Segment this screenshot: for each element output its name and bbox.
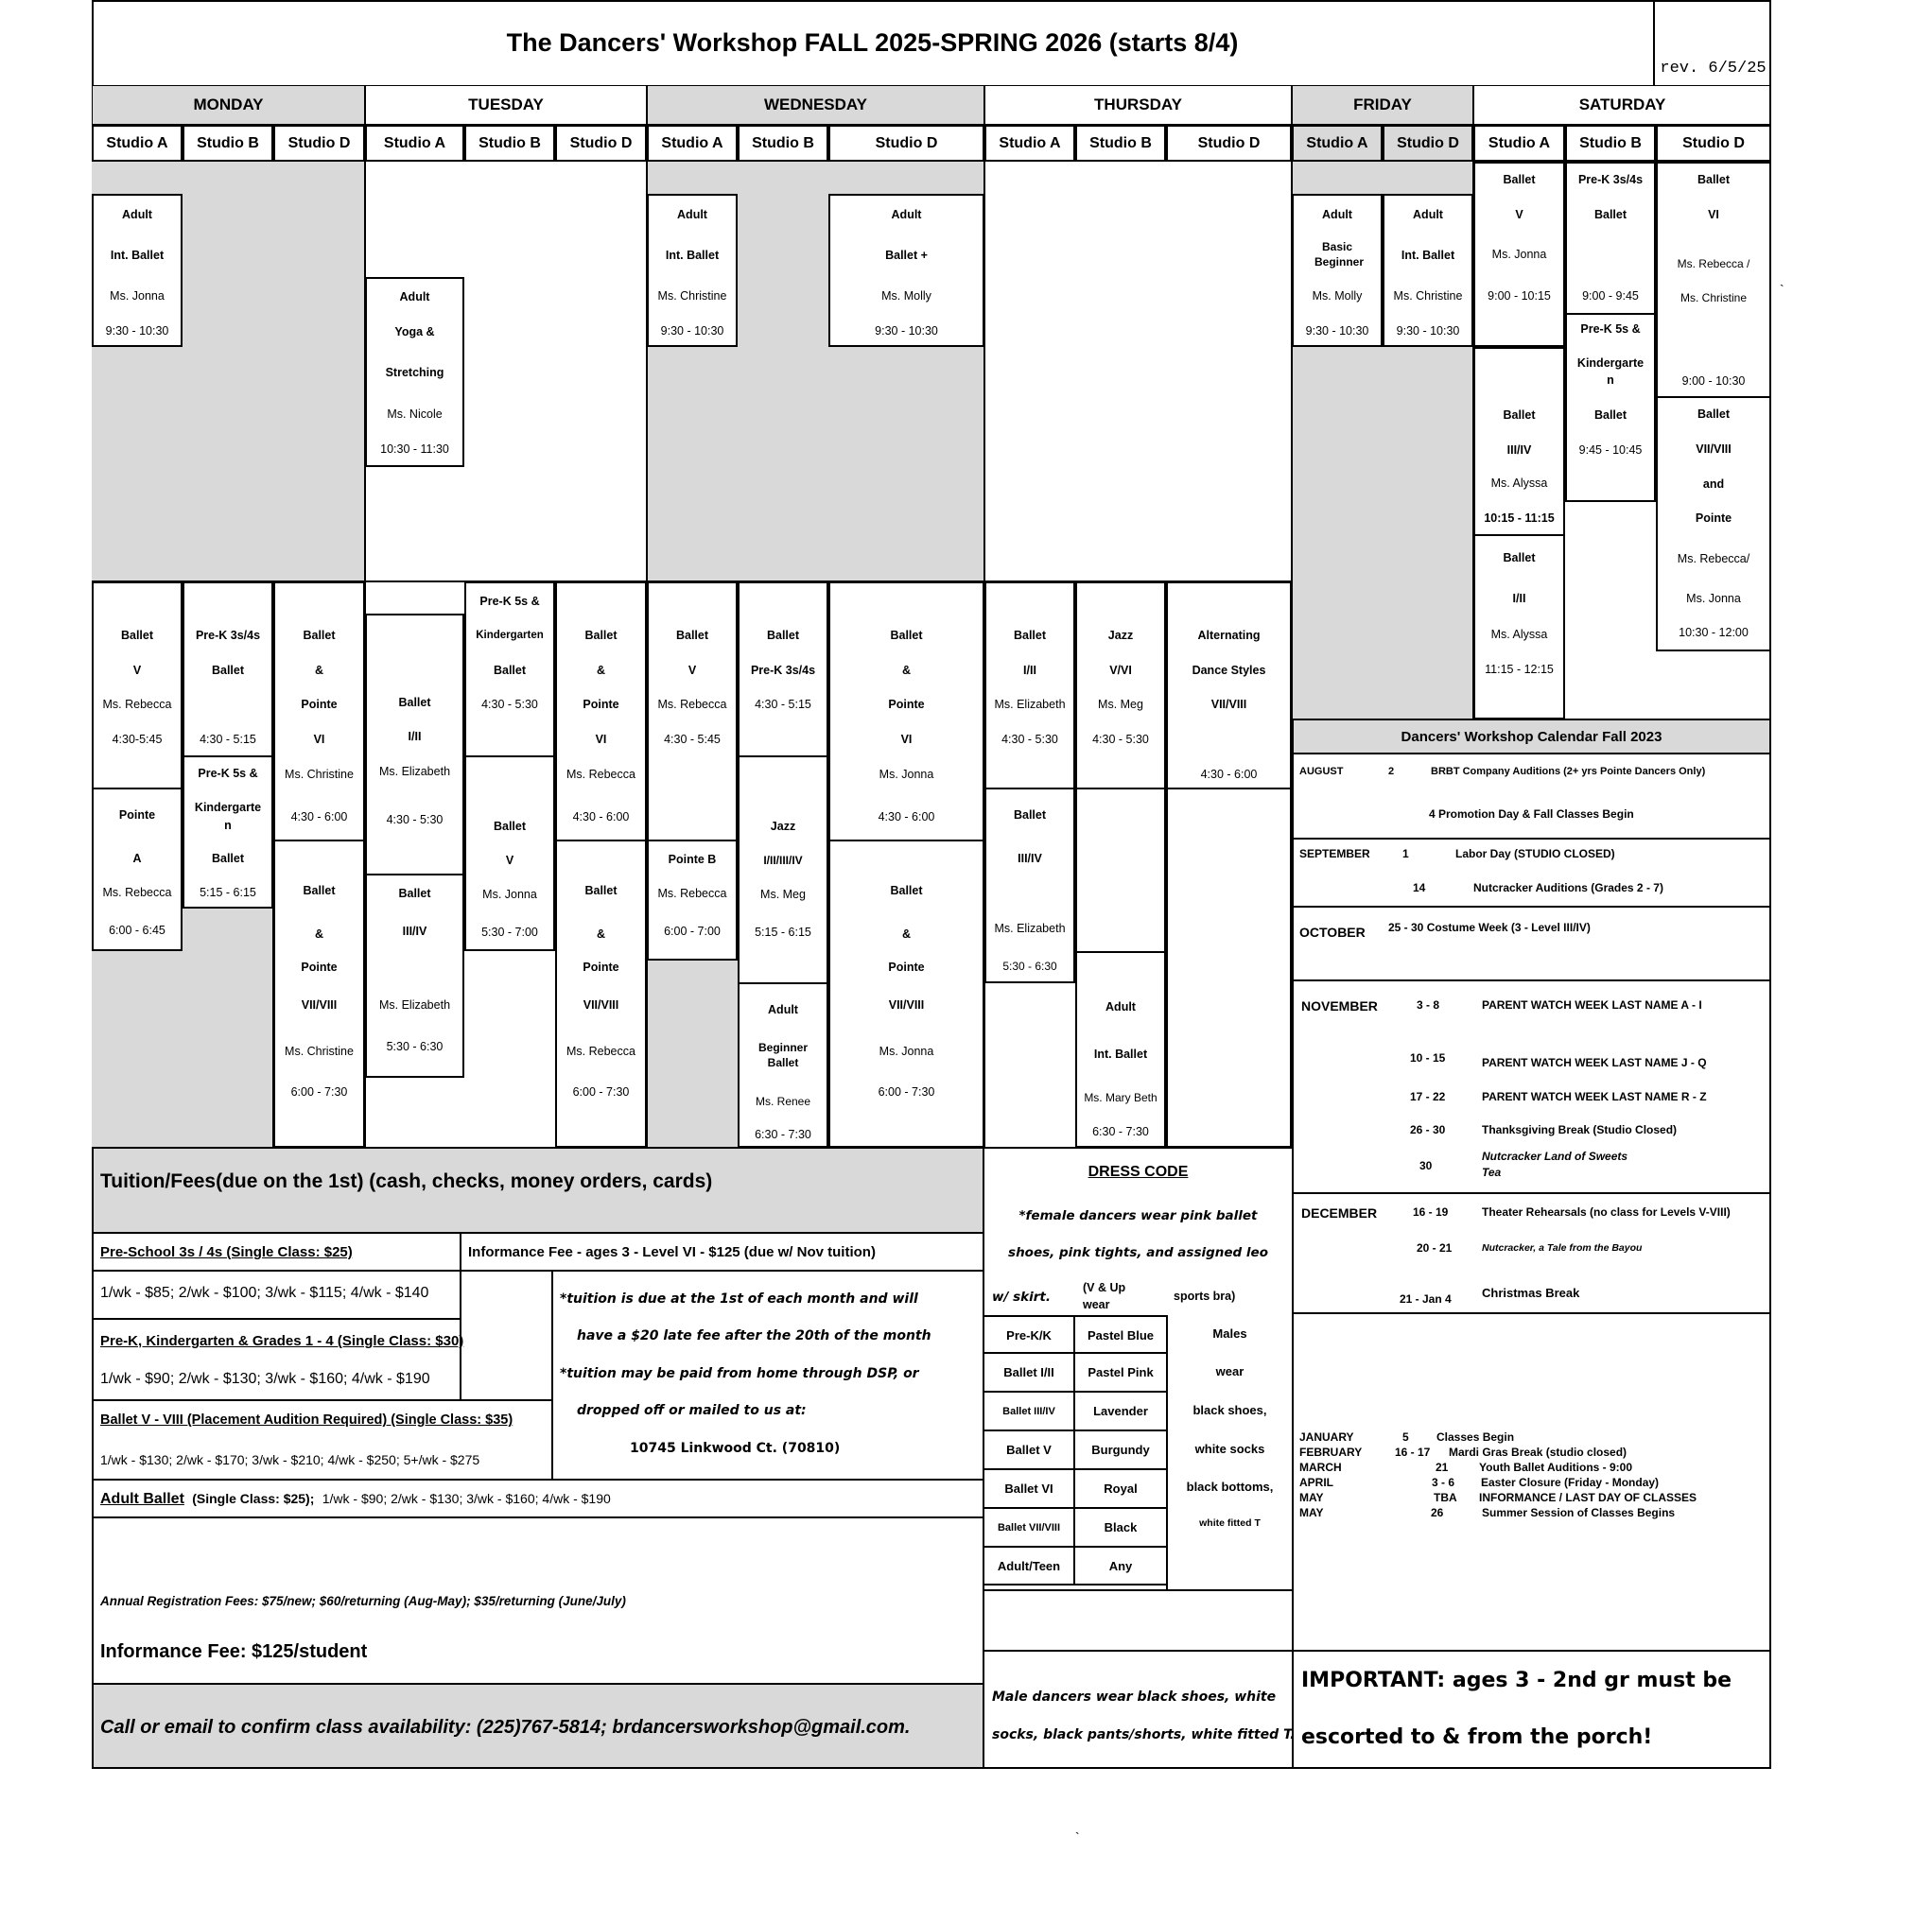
dress-leotard-color: Pastel Blue (1073, 1315, 1168, 1356)
class-box: Jazz V/VI Ms. Meg 4:30 - 5:30 (1075, 581, 1166, 789)
calendar-event: Mardi Gras Break (studio closed) (1449, 1446, 1627, 1459)
calendar-day: 21 (1436, 1461, 1449, 1474)
day-monday: MONDAY (92, 85, 365, 125)
studio-header: Studio A (984, 125, 1075, 162)
studio-header: Studio B (1075, 125, 1166, 162)
dress-level: Ballet VI (983, 1468, 1075, 1509)
class-box: Adult Yoga & Stretching Ms. Nicole 10:30 - 11:30 (365, 277, 464, 467)
male-dress-note: Male dancers wear black shoes, white socks, black pants/shorts, white fitted T. (983, 1650, 1294, 1769)
class-box: Alternating Dance Styles VII/VIII 4:30 - 6:00 (1166, 581, 1292, 789)
page-title: The Dancers' Workshop FALL 2025-SPRING 2026 (starts 8/4) (506, 27, 1239, 57)
studio-header: Studio A (92, 125, 183, 162)
tuition-notes: *tuition is due at the 1st of each month and will have a $20 late fee after the 20th of the month *tuition may be paid from home through DSP, or dropped off or mailed to us at: 10745 Linkwood Ct. (70810) (551, 1270, 984, 1481)
studio-header: Studio A (1292, 125, 1383, 162)
ballet-rates: Ballet V - VIII (Placement Audition Required) (Single Class: $35) 1/wk - $130; 2/wk - $170; 3/wk - $210; 4/wk - $250; 5+/wk - $275 (92, 1399, 553, 1481)
class-box: Pre-K 5s & Kindergarte n Ballet 5:15 - 6:15 (183, 755, 273, 909)
studio-header: Studio B (1565, 125, 1656, 162)
dress-level: Pre-K/K (983, 1315, 1075, 1356)
studio-header: Studio B (183, 125, 273, 162)
class-box: Ballet III/IV Ms. Elizabeth 5:30 - 6:30 (984, 788, 1075, 983)
calendar-event: Youth Ballet Auditions - 9:00 (1479, 1461, 1633, 1474)
studio-header: Studio A (1473, 125, 1565, 162)
males-line: white fitted T (1199, 1517, 1261, 1529)
calendar-november: NOVEMBER 3 - 8 PARENT WATCH WEEK LAST NAME A - I 10 - 15 PARENT WATCH WEEK LAST NAME J - Q 17 - 22 PARENT WATCH WEEK LAST NAME R - Z 26 - 30 Thanksgiving Break (Studio Closed) 30 Nutcracker Land of Sweets Tea (1292, 979, 1771, 1194)
class-box: Ballet & Pointe VI Ms. Rebecca 4:30 - 6:00 (555, 581, 647, 841)
tuition-heading: Tuition/Fees(due on the 1st) (cash, checks, money orders, cards) (92, 1147, 984, 1234)
dress-level: Ballet I/II (983, 1352, 1075, 1393)
class-box: Adult Int. Ballet Ms. Mary Beth 6:30 - 7:30 (1075, 951, 1166, 1148)
class-box: Pre-K 5s & Kindergarte n Ballet 9:45 - 10:45 (1565, 313, 1656, 502)
preschool-rates: 1/wk - $85; 2/wk - $100; 3/wk - $115; 4/wk - $140 (92, 1270, 461, 1320)
dress-level: Ballet V (983, 1430, 1075, 1470)
males-line: black bottoms, (1186, 1480, 1274, 1494)
class-box: Pre-K 3s/4s Ballet 4:30 - 5:15 (183, 581, 273, 757)
class-box: Ballet I/II Ms. Elizabeth 4:30 - 5:30 (365, 614, 464, 875)
studio-header: Studio B (464, 125, 555, 162)
calendar-day: 5 (1402, 1430, 1409, 1444)
calendar-month: MAY (1299, 1491, 1324, 1504)
revision-date: rev. 6/5/25 (1653, 0, 1771, 85)
dress-level: Adult/Teen (983, 1546, 1075, 1585)
shaded-area (92, 950, 183, 1148)
males-line: black shoes, (1192, 1403, 1267, 1417)
dress-leotard-color: Any (1073, 1546, 1168, 1585)
class-box: Ballet VI Ms. Rebecca / Ms. Christine 9:00 - 10:30 (1656, 162, 1771, 398)
contact-bar: Call or email to confirm class availability: (225)767-5814; brdancersworkshop@gmail.com. (92, 1683, 984, 1769)
class-box: Ballet & Pointe VI Ms. Christine 4:30 - 6:00 (273, 581, 365, 841)
studio-header: Studio D (1656, 125, 1771, 162)
dress-leotard-color: Lavender (1073, 1391, 1168, 1431)
calendar-month: FEBRUARY (1299, 1446, 1363, 1459)
calendar-month: APRIL (1299, 1476, 1333, 1489)
calendar-event: Classes Begin (1436, 1430, 1515, 1444)
class-box: Jazz I/II/III/IV Ms. Meg 5:15 - 6:15 (738, 755, 828, 984)
class-box (1166, 788, 1292, 1148)
class-box: Adult Ballet + Ms. Molly 9:30 - 10:30 (828, 194, 984, 347)
prek-rates: Pre-K, Kindergarten & Grades 1 - 4 (Single Class: $30) 1/wk - $90; 2/wk - $130; 3/wk - $160; 4/wk - $190 (92, 1318, 461, 1401)
shaded-area (183, 908, 273, 1148)
calendar-event: Easter Closure (Friday - Monday) (1481, 1476, 1660, 1489)
class-box: Ballet VII/VIII and Pointe Ms. Rebecca/ Ms. Jonna 10:30 - 12:00 (1656, 396, 1771, 651)
class-box: Ballet & Pointe VII/VIII Ms. Rebecca 6:00 - 7:30 (555, 840, 647, 1148)
dress-code: DRESS CODE *female dancers wear pink ballet shoes, pink tights, and assigned leo w/ skirt. (V & Up wear sports bra) (983, 1147, 1294, 1317)
class-box: Ballet & Pointe VII/VIII Ms. Christine 6:00 - 7:30 (273, 840, 365, 1148)
day-saturday: SATURDAY (1473, 85, 1771, 125)
calendar-event: INFORMANCE / LAST DAY OF CLASSES (1479, 1491, 1697, 1504)
class-box: Ballet V Ms. Jonna 9:00 - 10:15 (1473, 162, 1565, 347)
calendar-day: 16 - 17 (1395, 1446, 1431, 1459)
day-tuesday: TUESDAY (365, 85, 647, 125)
class-box: Ballet Pre-K 3s/4s 4:30 - 5:15 (738, 581, 828, 757)
dress-leotard-color: Royal (1073, 1468, 1168, 1509)
day-friday: FRIDAY (1292, 85, 1473, 125)
calendar-october: OCTOBER 25 - 30 Costume Week (3 - Level III/IV) (1292, 906, 1771, 981)
dress-level: Ballet VII/VIII (983, 1507, 1075, 1548)
studio-header: Studio D (555, 125, 647, 162)
class-box: Pre-K 3s/4s Ballet 9:00 - 9:45 (1565, 162, 1656, 315)
class-box: Pre-K 5s & Kindergarten Ballet 4:30 - 5:30 (464, 581, 555, 757)
class-box: Adult Basic Beginner Ms. Molly 9:30 - 10:30 (1292, 194, 1383, 347)
class-box: Ballet III/IV Ms. Elizabeth 5:30 - 6:30 (365, 874, 464, 1078)
calendar-month: MAY (1299, 1506, 1324, 1519)
class-box: Ballet & Pointe VI Ms. Jonna 4:30 - 6:00 (828, 581, 984, 841)
calendar-spring (1292, 1312, 1771, 1652)
class-box: Ballet V Ms. Rebecca 4:30 - 5:45 (647, 581, 738, 841)
calendar-day: 26 (1431, 1506, 1444, 1519)
class-box: Ballet & Pointe VII/VIII Ms. Jonna 6:00 - 7:30 (828, 840, 984, 1148)
dress-spacer (983, 1589, 1294, 1652)
calendar-month: JANUARY (1299, 1430, 1354, 1444)
studio-header: Studio A (365, 125, 464, 162)
informance-note: Informance Fee - ages 3 - Level VI - $125 (due w/ Nov tuition) (460, 1232, 984, 1272)
calendar-title: Dancers' Workshop Calendar Fall 2023 (1292, 719, 1771, 754)
calendar-month: MARCH (1299, 1461, 1342, 1474)
dress-leotard-color: Black (1073, 1507, 1168, 1548)
class-box: Ballet I/II Ms. Alyssa 11:15 - 12:15 (1473, 534, 1565, 719)
adult-rates: Adult Ballet (Single Class: $25); 1/wk - $90; 2/wk - $130; 3/wk - $160; 4/wk - $190 (92, 1479, 984, 1518)
class-box: Ballet V Ms. Jonna 5:30 - 7:00 (464, 755, 555, 951)
stray-mark: ` (1075, 1829, 1080, 1845)
registration-fees: Annual Registration Fees: $75/new; $60/returning (Aug-May); $35/returning (June/July) Informance Fee: $125/student (92, 1516, 984, 1685)
calendar-day: 3 - 6 (1432, 1476, 1455, 1489)
studio-header: Studio A (647, 125, 738, 162)
calendar-august: AUGUST 2 BRBT Company Auditions (2+ yrs Pointe Dancers Only) 4 Promotion Day & Fall Classes Begin (1292, 753, 1771, 840)
calendar-day: TBA (1434, 1491, 1457, 1504)
studio-header: Studio D (1383, 125, 1473, 162)
studio-header: Studio B (738, 125, 828, 162)
important-notice: IMPORTANT: ages 3 - 2nd gr must be escorted to & from the porch! (1292, 1650, 1771, 1769)
preschool-label: Pre-School 3s / 4s (Single Class: $25) (92, 1232, 461, 1272)
class-box: Pointe B Ms. Rebecca 6:00 - 7:00 (647, 840, 738, 961)
spacer-cell (460, 1270, 553, 1401)
calendar-september: SEPTEMBER 1 Labor Day (STUDIO CLOSED) 14 Nutcracker Auditions (Grades 2 - 7) (1292, 838, 1771, 908)
class-box: Pointe A Ms. Rebecca 6:00 - 6:45 (92, 788, 183, 951)
class-box (1075, 788, 1166, 953)
shaded-area (647, 960, 738, 1148)
class-box: Adult Int. Ballet Ms. Jonna 9:30 - 10:30 (92, 194, 183, 347)
day-thursday: THURSDAY (984, 85, 1292, 125)
males-line: white socks (1194, 1442, 1265, 1456)
class-box: Adult Int. Ballet Ms. Christine 9:30 - 10:30 (1383, 194, 1473, 347)
calendar-december: DECEMBER 16 - 19 Theater Rehearsals (no class for Levels V-VIII) 20 - 21 Nutcracker, a Tale from the Bayou 21 - Jan 4 Christmas Break (1292, 1192, 1771, 1314)
day-wednesday: WEDNESDAY (647, 85, 984, 125)
class-box: Ballet III/IV Ms. Alyssa 10:15 - 11:15 (1473, 347, 1565, 536)
stray-mark: ` (1780, 282, 1784, 297)
studio-header: Studio D (1166, 125, 1292, 162)
class-box: Adult Beginner Ballet Ms. Renee 6:30 - 7:30 (738, 982, 828, 1148)
dress-level: Ballet III/IV (983, 1391, 1075, 1431)
dress-leotard-color: Pastel Pink (1073, 1352, 1168, 1393)
males-line: Males (1212, 1326, 1247, 1341)
studio-header: Studio D (273, 125, 365, 162)
class-box: Adult Int. Ballet Ms. Christine 9:30 - 10:30 (647, 194, 738, 347)
studio-header: Studio D (828, 125, 984, 162)
calendar-event: Summer Session of Classes Begins (1482, 1506, 1676, 1519)
class-box: Ballet V Ms. Rebecca 4:30-5:45 (92, 581, 183, 789)
males-note (1166, 1315, 1294, 1589)
males-line: wear (1215, 1364, 1244, 1378)
dress-leotard-color: Burgundy (1073, 1430, 1168, 1470)
class-box: Ballet I/II Ms. Elizabeth 4:30 - 5:30 (984, 581, 1075, 789)
